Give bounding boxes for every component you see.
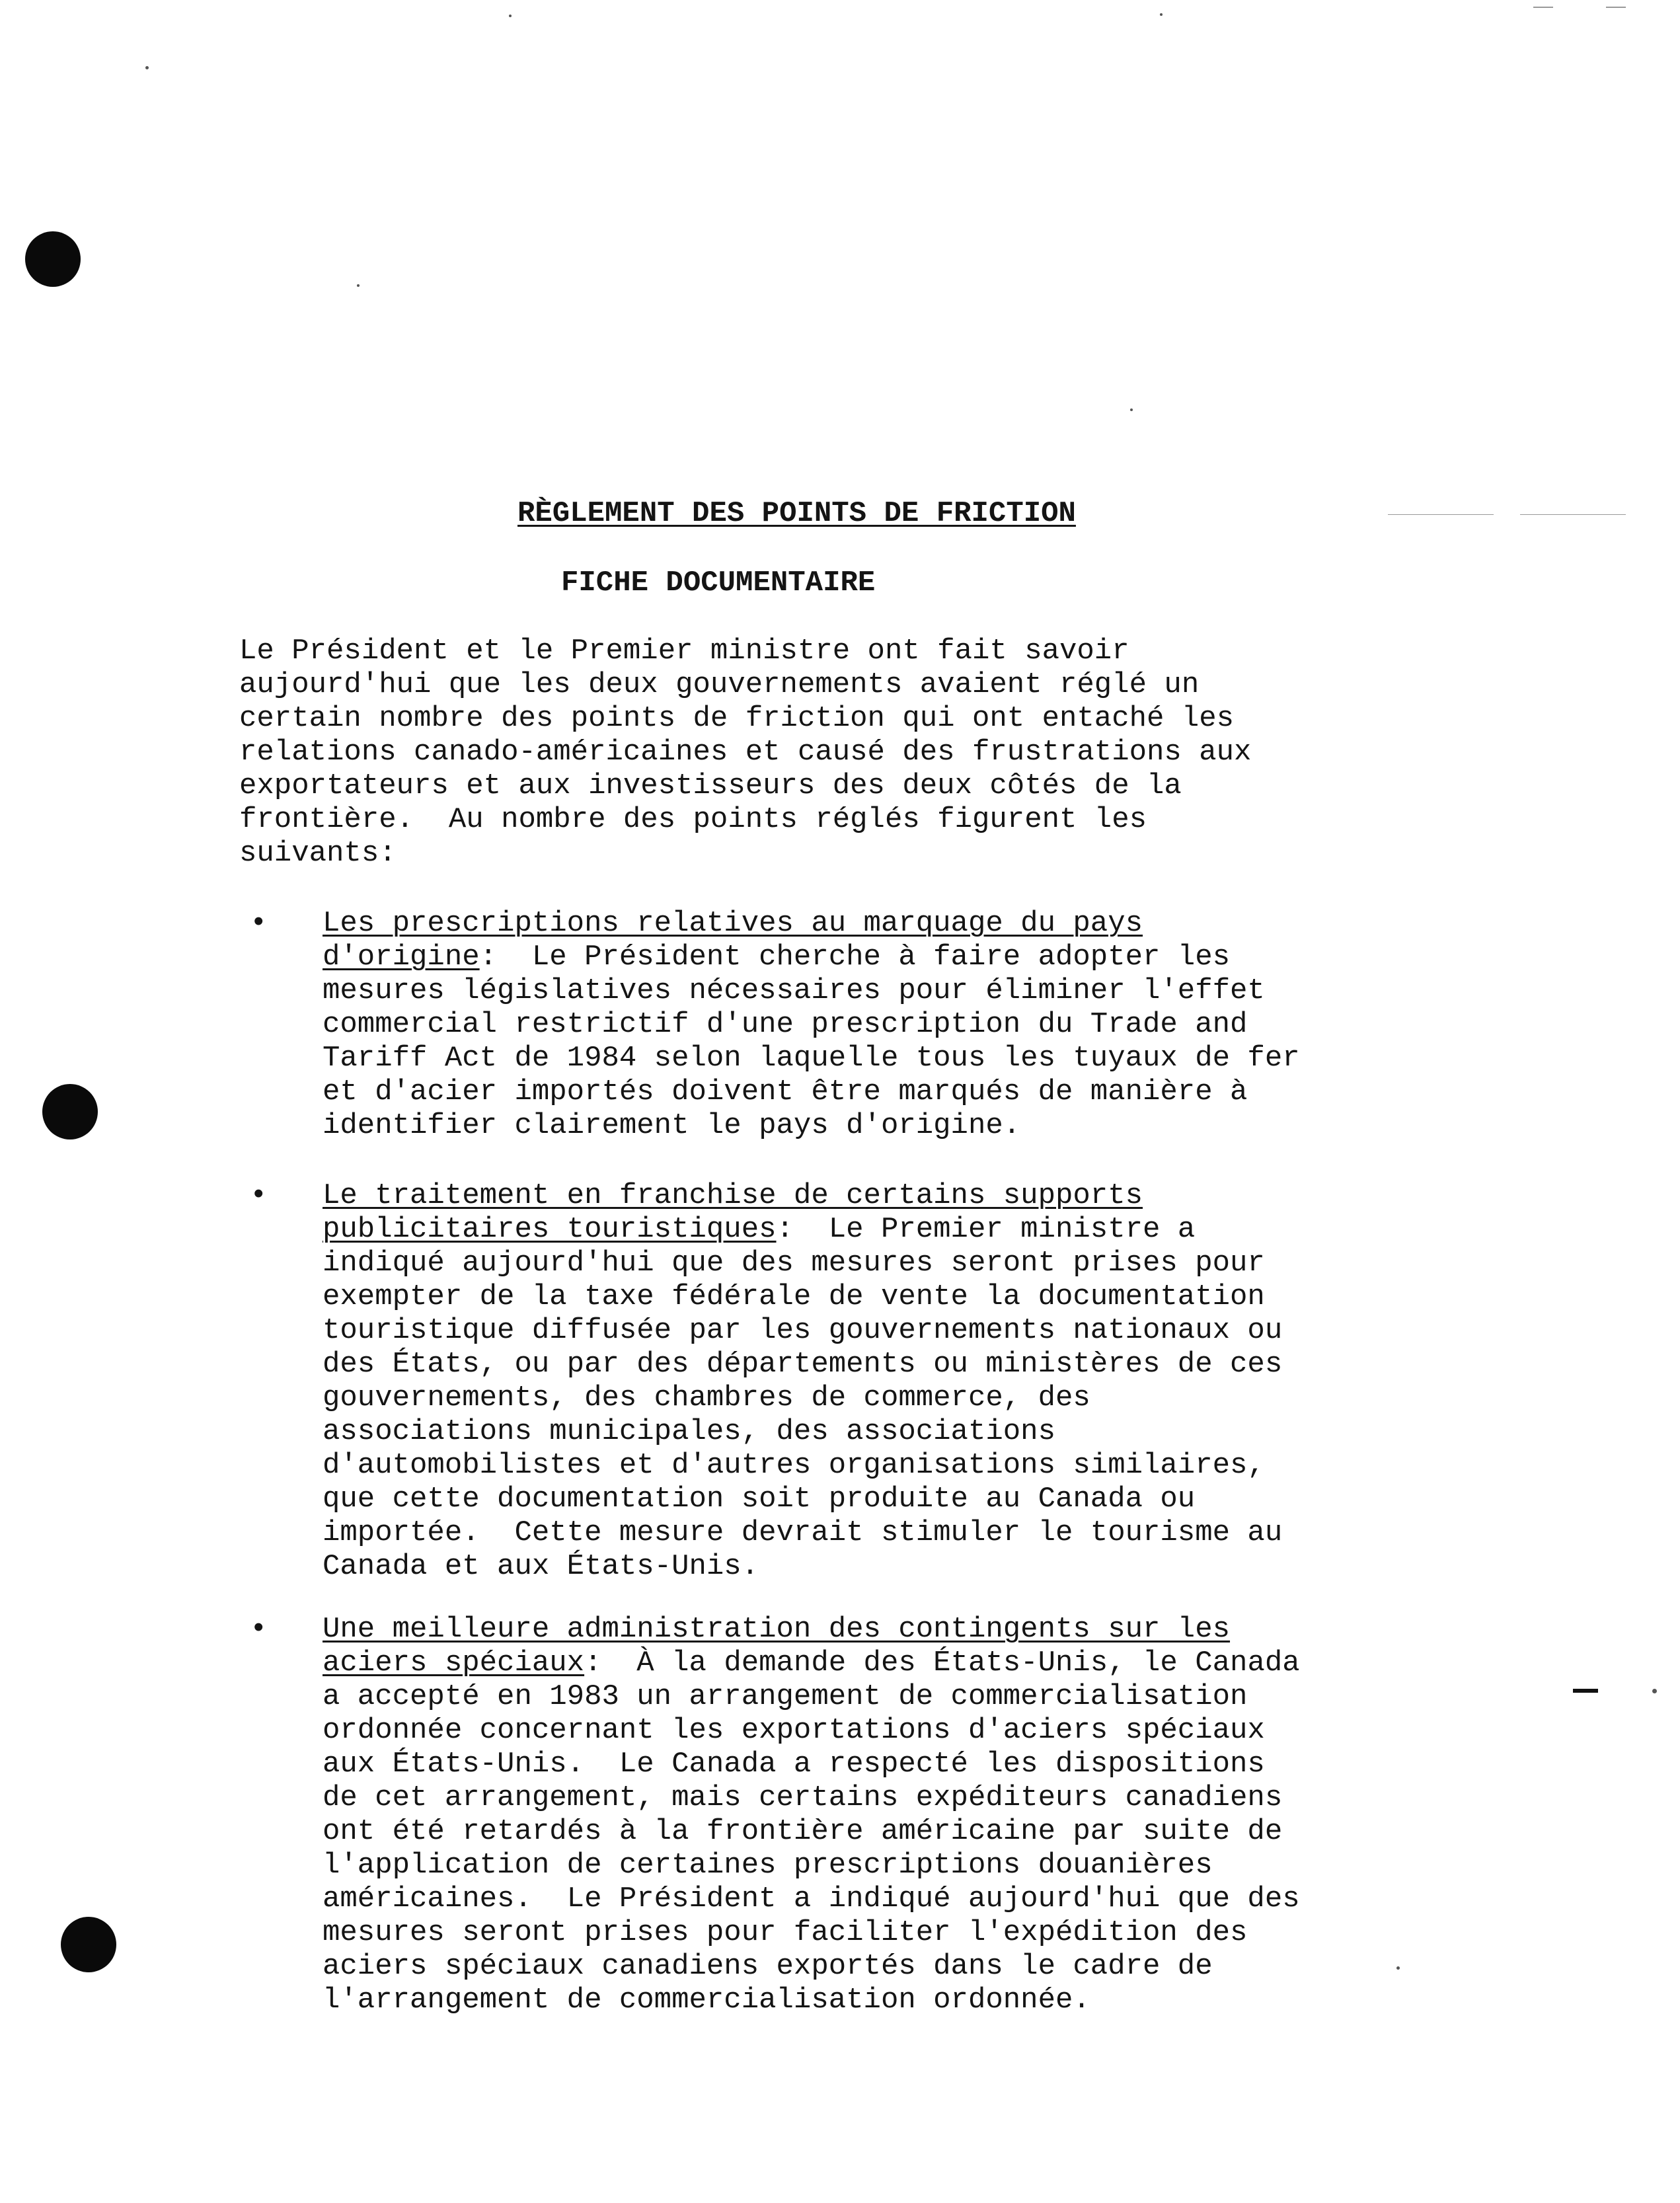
bullet-item bbox=[323, 1613, 1300, 2017]
bullet-body: : Le Premier ministre a indiqué aujourd'hui que des mesures seront prises pour exempter de la taxe fédérale de vente la documentation touristique diffusée par les gouvernements nationaux ou des États, ou par des départements ou ministères de ces gouvernements, des chambres de commerce, des associations municipales, des associations d'automobilistes et d'autres organisations similaires, que cette documentation soit produite au Canada ou importée. Cette mesure devrait stimuler le tourisme au Canada et aux États-Unis. bbox=[323, 1213, 1283, 1583]
scan-speck bbox=[1130, 408, 1133, 411]
punch-hole-top bbox=[25, 231, 81, 287]
scan-dash bbox=[1573, 1689, 1598, 1693]
bullet-heading: Une meilleure administration des contingents sur les aciers spéciaux bbox=[323, 1613, 1231, 1680]
document-title: RÈGLEMENT DES POINTS DE FRICTION bbox=[517, 497, 1076, 530]
scan-speck bbox=[509, 15, 512, 17]
punch-hole-middle bbox=[42, 1084, 98, 1140]
bullet-heading: Les prescriptions relatives au marquage du pays d'origine bbox=[323, 907, 1143, 974]
bullet-marker: • bbox=[250, 907, 268, 940]
scan-speck bbox=[145, 66, 149, 69]
scan-speck bbox=[1396, 1966, 1400, 1970]
bullet-marker: • bbox=[250, 1613, 268, 1646]
scan-speck bbox=[1160, 13, 1163, 16]
punch-hole-bottom bbox=[61, 1917, 116, 1972]
scan-speck bbox=[357, 284, 360, 287]
intro-paragraph: Le Président et le Premier ministre ont fait savoir aujourd'hui que les deux gouvernements avaient réglé un certain nombre des points de friction qui ont entaché les relations canado-américaines et causé des frustrations aux exportateurs et aux investisseurs des deux côtés de la frontière. Au nombre des points réglés figurent les suivants: bbox=[239, 635, 1252, 870]
scan-dash bbox=[1606, 7, 1626, 8]
bullet-item bbox=[323, 1179, 1282, 1584]
bullet-marker: • bbox=[250, 1179, 268, 1212]
scan-dash bbox=[1388, 514, 1494, 515]
bullet-body: : À la demande des États-Unis, le Canada a accepté en 1983 un arrangement de commercialisation ordonnée concernant les exportations d'aciers spéciaux aux États-Unis. Le Canada a respecté les dispositions de cet arrangement, mais certains expéditeurs canadiens ont été retardés à la frontière américaine par suite de l'application de certaines prescriptions douanières américaines. Le Président a indiqué aujourd'hui que des mesures seront prises pour faciliter l'expédition des aciers spéciaux canadiens exportés dans le cadre de l'arrangement de commercialisation ordonnée. bbox=[323, 1646, 1300, 2017]
scan-dash bbox=[1533, 7, 1553, 8]
document-subtitle: FICHE DOCUMENTAIRE bbox=[561, 566, 876, 599]
bullet-item bbox=[323, 907, 1300, 1143]
scan-dash bbox=[1520, 514, 1626, 515]
bullet-body: : Le Président cherche à faire adopter les mesures législatives nécessaires pour éliminer l'effet commercial restrictif d'une prescription du Trade and Tariff Act de 1984 selon laquelle tous les tuyaux de fer et d'acier importés doivent être marqués de manière à identifier clairement le pays d'origine. bbox=[323, 941, 1300, 1142]
bullet-heading: Le traitement en franchise de certains supports publicitaires touristiques bbox=[323, 1179, 1143, 1246]
scan-speck bbox=[1652, 1689, 1657, 1693]
